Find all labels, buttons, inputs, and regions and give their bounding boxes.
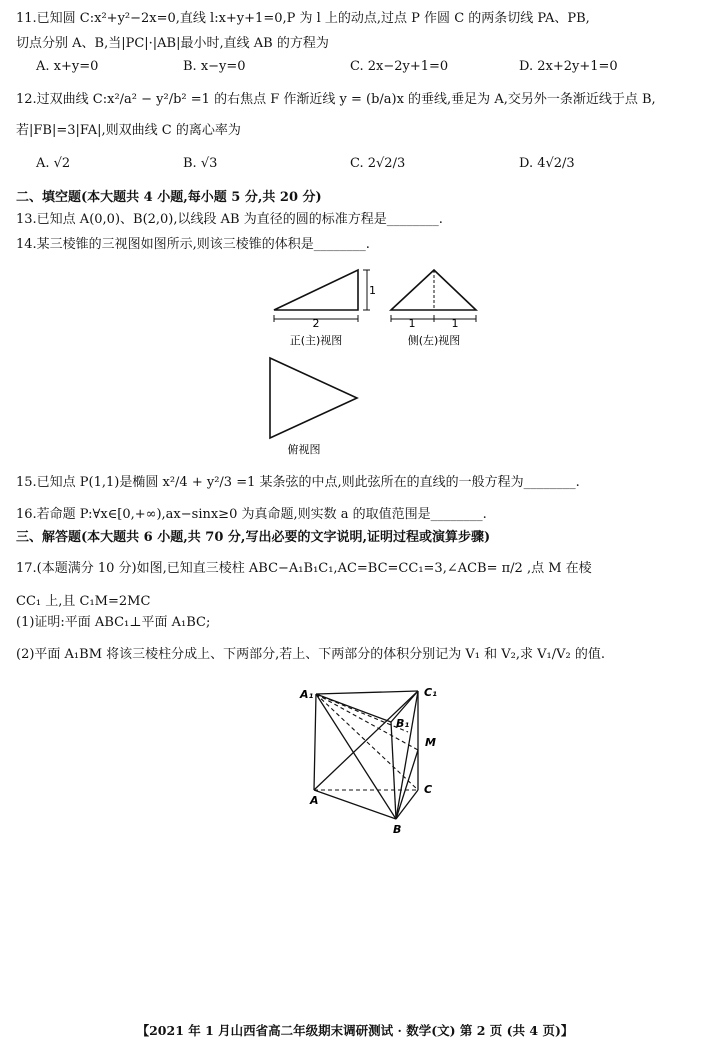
label-b1: B₁: [396, 717, 410, 730]
side-view: [391, 270, 476, 347]
page-footer: 【2021 年 1 月山西省高二年级期末调研测试 · 数学(文) 第 2 页 (共 4 页)】: [136, 1023, 574, 1038]
label-c: C: [424, 783, 433, 796]
prism-figure: [296, 682, 446, 838]
label-a1: A₁: [300, 688, 314, 701]
q17-part2: (2)平面 A₁BM 将该三棱柱分成上、下两部分,若上、下两部分的体积分别记为 V₁ 和 V₂,求 V₁/V₂ 的值.: [16, 647, 605, 662]
q12-option-b: B. √3: [183, 156, 218, 171]
q12-option-a: A. √2: [36, 156, 71, 171]
section2-heading: 二、填空题(本大题共 4 小题,每小题 5 分,共 20 分): [16, 190, 322, 205]
label-m: M: [425, 736, 436, 749]
front-dim-2: 2: [312, 317, 320, 330]
q12-line1: 12.过双曲线 C:x²/a² − y²/b² =1 的右焦点 F 作渐近线 y = (b/a)x 的垂线,垂足为 A,交另外一条渐近线于点 B,: [16, 92, 656, 107]
three-view-figure: [262, 262, 482, 458]
side-view-label: 侧(左)视图: [407, 334, 461, 347]
q12-line2: 若|FB|=3|FA|,则双曲线 C 的离心率为: [16, 123, 241, 138]
q12-option-c: C. 2√2/3: [350, 156, 406, 171]
front-dim-1: 1: [369, 284, 376, 297]
q11-option-b: B. x−y=0: [183, 59, 246, 74]
front-view: [274, 270, 376, 347]
q11-line2: 切点分别 A、B,当|PC|·|AB|最小时,直线 AB 的方程为: [16, 36, 329, 51]
q16-text: 16.若命题 P:∀x∈[0,+∞),ax−sinx≥0 为真命题,则实数 a 的取值范围是________.: [16, 507, 487, 522]
q11-options: [36, 59, 696, 79]
side-dim-1-left: 1: [408, 317, 416, 330]
q17-line1: 17.(本题满分 10 分)如图,已知直三棱柱 ABC−A₁B₁C₁,AC=BC=CC₁=3,∠ACB= π/2 ,点 M 在棱: [16, 561, 592, 576]
q12-option-d: D. 4√2/3: [519, 156, 575, 171]
top-view: [270, 358, 357, 456]
q17-part1: (1)证明:平面 ABC₁⊥平面 A₁BC;: [16, 615, 211, 630]
label-c1: C₁: [424, 686, 437, 699]
front-view-label: 正(主)视图: [289, 334, 343, 347]
q14-text: 14.某三棱锥的三视图如图所示,则该三棱锥的体积是________.: [16, 237, 370, 252]
q11-line1: 11.已知圆 C:x²+y²−2x=0,直线 l:x+y+1=0,P 为 l 上的动点,过点 P 作圆 C 的两条切线 PA、PB,: [16, 11, 590, 26]
section3-heading: 三、解答题(本大题共 6 小题,共 70 分,写出必要的文字说明,证明过程或演算步骤): [16, 530, 491, 545]
label-a: A: [310, 794, 319, 807]
q12-options: [36, 156, 696, 176]
q11-option-c: C. 2x−2y+1=0: [350, 59, 449, 74]
q11-option-a: A. x+y=0: [36, 59, 99, 74]
q15-text: 15.已知点 P(1,1)是椭圆 x²/4 + y²/3 =1 某条弦的中点,则此弦所在的直线的一般方程为________.: [16, 475, 580, 490]
top-view-label: 俯视图: [287, 443, 321, 456]
side-dim-1-right: 1: [451, 317, 459, 330]
q11-option-d: D. 2x+2y+1=0: [519, 59, 618, 74]
q13-text: 13.已知点 A(0,0)、B(2,0),以线段 AB 为直径的圆的标准方程是________.: [16, 212, 443, 227]
label-b: B: [393, 823, 402, 836]
q17-line2: CC₁ 上,且 C₁M=2MC: [16, 594, 151, 609]
